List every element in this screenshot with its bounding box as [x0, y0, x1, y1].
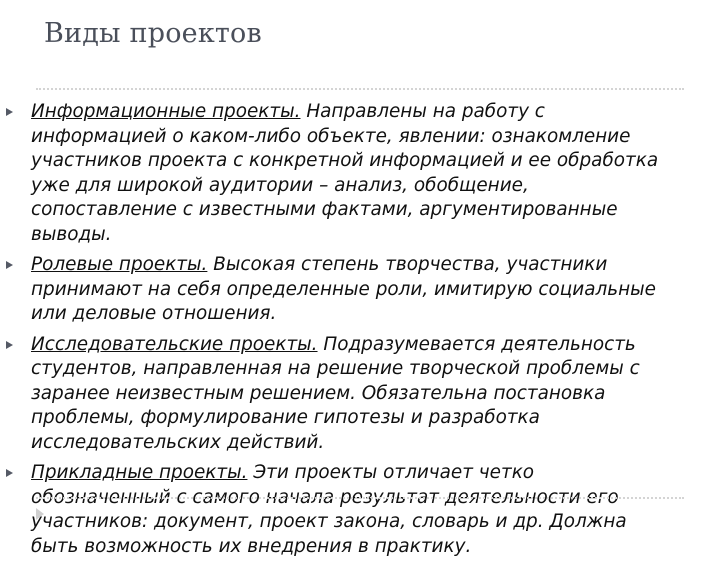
slide-title: Виды проектов: [44, 18, 262, 49]
bullet-text-line: обозначенный с самого начала результат деятельности его: [31, 486, 619, 508]
bullet-arrow-icon: [6, 341, 13, 349]
bullet-text-line: проблемы, формулирование гипотезы и разработка: [31, 407, 540, 428]
bullet-item-applied-projects: [0, 461, 720, 559]
bullet-text-line: или деловые отношения.: [31, 303, 277, 324]
bullet-heading: Исследовательские проекты.: [31, 333, 318, 355]
bullet-text-line: уже для широкой аудитории – анализ, обобщение,: [31, 174, 529, 196]
bullet-arrow-icon: [6, 261, 13, 269]
bullet-text-line: исследовательских действий.: [31, 431, 325, 453]
bullet-text-line: участников: документ, проект закона, словарь и др. Должна: [31, 511, 627, 532]
bullet-heading: Ролевые проекты.: [31, 254, 208, 275]
footer-divider: [36, 497, 684, 499]
bullet-text-line: участников проекта с конкретной информацией и ее обработка: [31, 150, 659, 171]
bullet-arrow-icon: [6, 469, 13, 477]
bullet-heading: Информационные проекты.: [31, 101, 301, 122]
bullet-text-line: студентов, направленная на решение творческой проблемы с: [31, 358, 640, 379]
bullet-item-role-projects: [0, 253, 720, 327]
bullet-text-line: выводы.: [31, 223, 112, 245]
bullet-item-research-projects: [0, 333, 720, 456]
bullet-heading: Прикладные проекты.: [31, 462, 248, 483]
bullet-list: [0, 100, 720, 565]
bullet-arrow-icon: [6, 108, 13, 116]
bullet-text-line: заранее неизвестным решением. Обязательна постановка: [31, 382, 606, 404]
bullet-text-line: сопоставление с известными фактами, аргументированные: [31, 199, 618, 220]
bullet-text-line: Подразумевается деятельность: [317, 333, 636, 355]
bullet-text-line: быть возможность их внедрения в практику.: [31, 535, 472, 557]
title-divider: [36, 88, 684, 90]
footer-arrow-icon: [36, 508, 44, 520]
bullet-text-line: принимают на себя определенные роли, имитирую социальные: [31, 278, 656, 300]
bullet-text-line: Эти проекты отличает четко: [247, 462, 535, 483]
bullet-item-informational-projects: [0, 100, 720, 247]
bullet-text-line: информацией о каком-либо объекте, явлении: ознакомление: [31, 125, 631, 147]
bullet-text-line: Высокая степень творчества, участники: [207, 254, 608, 275]
bullet-text-line: Направлены на работу с: [300, 101, 545, 122]
